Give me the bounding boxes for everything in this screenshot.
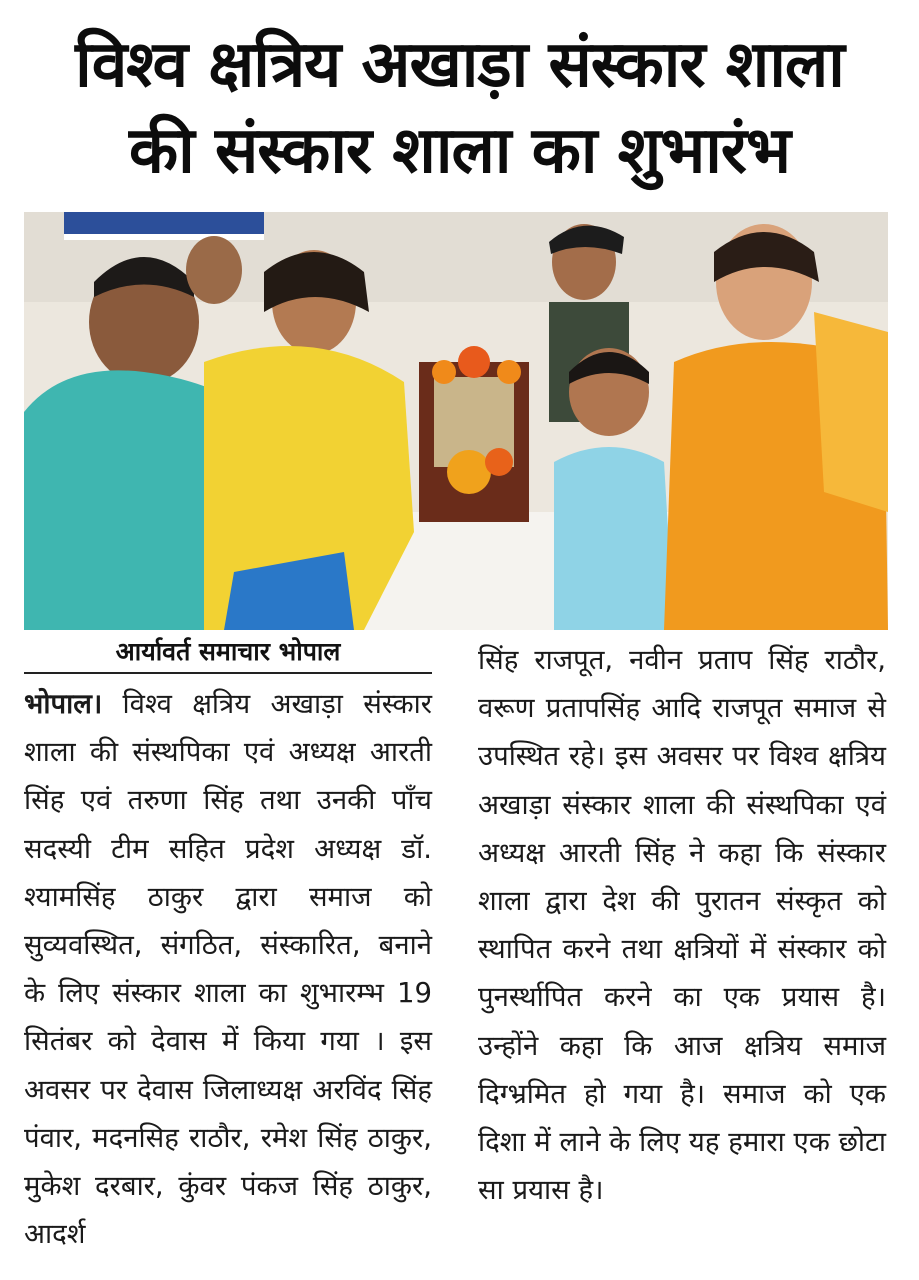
byline-rule: [24, 632, 432, 674]
article-paragraph-left: [24, 680, 432, 1258]
body-text-right: सिंह राजपूत, नवीन प्रताप सिंह राठौर, वरूण प्रतापसिंह आदि राजपूत समाज से उपस्थित रहे। इस अवसर पर विश्व क्षत्रिय अखाड़ा संस्कार शाला की संस्थपिका एवं अध्यक्ष आरती सिंह ने कहा कि संस्कार शाला द्वारा देश की पुरातन संस्कृत को स्थापित करने तथा क्षत्रियों में संस्कार को पुनर्स्थापित करने का एक प्रयास है। उन्होंने कहा कि आज क्षत्रिय समाज दिग्भ्रमित हो गया है। समाज को एक दिशा में लाने के लिए यह हमारा एक छोटा सा प्रयास है।: [478, 644, 886, 1207]
headline: [20, 22, 899, 194]
headline-line-2: की संस्कार शाला का शुभारंभ: [129, 114, 790, 188]
article-column-right: [478, 636, 886, 1214]
headline-line-1: विश्व क्षत्रिय अखाड़ा संस्कार शाला: [75, 28, 844, 102]
body-text-left: विश्व क्षत्रिय अखाड़ा संस्कार शाला की संस्थपिका एवं अध्यक्ष आरती सिंह एवं तरुणा सिंह तथा उनकी पाँच सदस्यी टीम सहित प्रदेश अध्यक्ष डॉ. श्यामसिंह ठाकुर द्वारा समाज को सुव्यवस्थित, संगठित, संस्कारित, बनाने के लिए संस्कार शाला का शुभारम्भ 19 सितंबर को देवास में किया गया । इस अवसर पर देवास जिलाध्यक्ष अरविंद सिंह पंवार, मदनसिह राठौर, रमेश सिंह ठाकुर, मुकेश दरबार, कुंवर पंकज सिंह ठाकुर, आदर्श: [24, 688, 432, 1251]
article-column-left: [24, 680, 432, 1258]
byline: आर्यावर्त समाचार भोपाल: [115, 637, 341, 666]
news-photo: [24, 212, 888, 630]
event-photo-illustration: [24, 212, 888, 630]
dateline: भोपाल।: [24, 688, 103, 720]
